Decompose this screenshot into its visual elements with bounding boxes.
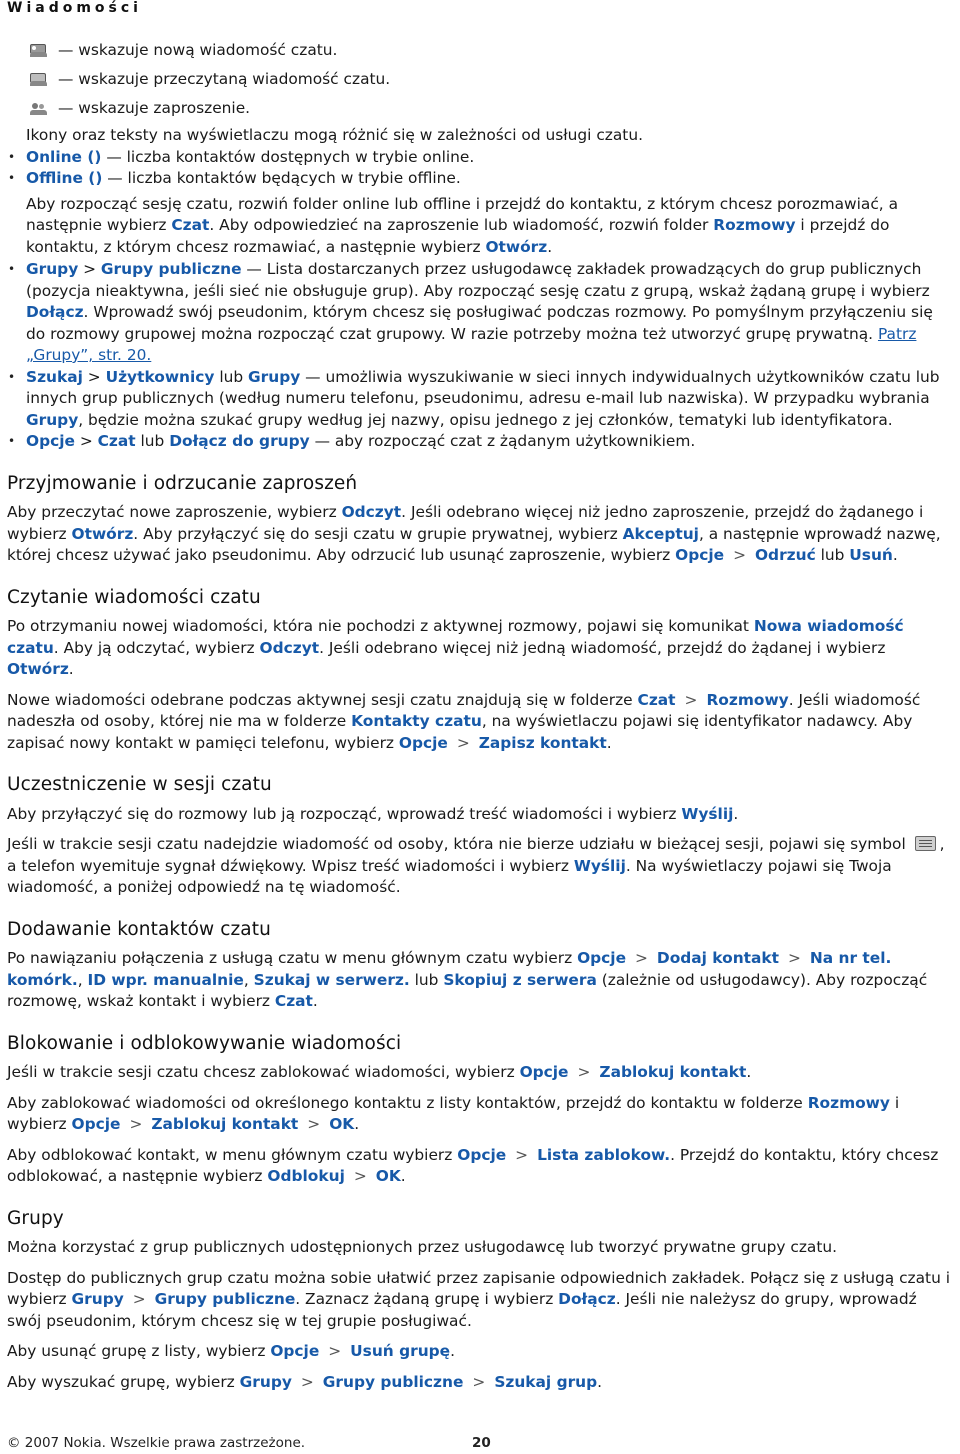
- text: . Zaznacz żądaną grupę i wybierz: [295, 1290, 559, 1308]
- list-item: [7, 168, 955, 190]
- ui-term: ID wpr. manualnie: [87, 970, 244, 989]
- ui-term: OK: [329, 1115, 355, 1133]
- ui-term: Szukaj w serwerz.: [253, 970, 410, 989]
- section-heading: Blokowanie i odblokowywanie wiadomości: [7, 1032, 402, 1054]
- text: . Jeśli wiadomość nadeszła od osoby, której nie ma w folderze: [7, 690, 921, 730]
- text: >: [82, 367, 106, 386]
- ui-term: Czat: [637, 690, 676, 709]
- text: .: [354, 1115, 360, 1133]
- list-item: [7, 147, 955, 169]
- section-heading: Uczestniczenie w sesji czatu: [7, 774, 272, 795]
- text: ,: [243, 970, 254, 989]
- ui-term: Rozmowy: [713, 216, 796, 234]
- text: . Aby ją odczytać, wybierz: [53, 638, 260, 657]
- paragraph: [7, 1341, 955, 1363]
- ui-term: Grupy publiczne: [322, 1372, 464, 1391]
- ui-term: Grupy: [26, 260, 79, 278]
- text: , na wyświetlaczu pojawi się identyfikator nadawcy. Aby zapisać nowy kontakt w pamięci telefonu, wybierz: [7, 712, 913, 752]
- cross-reference-link[interactable]: Patrz „Grupy”, str. 20.: [26, 324, 917, 364]
- ui-term: Usuń grupę: [350, 1342, 451, 1360]
- text: Aby przeczytać nowe zaproszenie, wybierz: [7, 503, 342, 521]
- path-separator: >: [132, 1290, 146, 1308]
- term-offline: Offline (): [26, 169, 103, 187]
- path-separator: >: [328, 1342, 342, 1360]
- ui-term: Dodaj kontakt: [656, 949, 779, 967]
- ui-term: Odblokuj: [267, 1167, 345, 1185]
- ui-term: Opcje: [519, 1063, 569, 1081]
- path-separator: >: [307, 1115, 321, 1133]
- text: Po nawiązaniu połączenia z usługą czatu w menu głównym czatu wybierz: [7, 949, 578, 967]
- text: Aby przyłączyć się do rozmowy lub ją rozpocząć, wprowadź treść wiadomości i wybierz: [7, 804, 682, 823]
- ui-term: Zablokuj kontakt: [599, 1063, 747, 1081]
- text: .: [450, 1342, 456, 1360]
- text: Nowe wiadomości odebrane podczas aktywnej sesji czatu znajdują się w folderze: [7, 690, 638, 709]
- footer-copyright: © 2007 Nokia. Wszelkie prawa zastrzeżone.: [7, 1435, 306, 1451]
- text: Aby odblokować kontakt, w menu głównym czatu wybierz: [7, 1145, 458, 1164]
- text: .: [606, 733, 612, 752]
- text: .: [312, 992, 318, 1010]
- paragraph: [7, 948, 955, 1013]
- path-separator: >: [472, 1372, 486, 1391]
- section-heading: Dodawanie kontaktów czatu: [7, 918, 271, 940]
- text: >: [74, 432, 98, 450]
- text: .: [400, 1167, 406, 1185]
- list-item: [7, 431, 955, 453]
- paragraph: [7, 194, 955, 259]
- text: ,: [77, 970, 88, 989]
- ui-term: Skopiuj z serwera: [443, 970, 597, 989]
- text: . Jeśli odebrano więcej niż jedno zaproszenie, przejdź do żądanego i wybierz: [7, 503, 924, 543]
- item-text: — liczba kontaktów będących w trybie offline.: [102, 169, 461, 187]
- ui-term: Rozmowy: [807, 1093, 890, 1112]
- read-message-icon: [30, 73, 48, 86]
- ui-term: Szukaj grup: [494, 1372, 598, 1391]
- paragraph: [7, 690, 955, 755]
- text: . Aby przyłączyć się do sesji czatu w grupie prywatnej, wybierz: [133, 524, 623, 543]
- path-separator: >: [300, 1372, 314, 1391]
- new-message-symbol-icon: [915, 836, 936, 851]
- paragraph: [7, 616, 955, 681]
- running-header: Wiadomości: [7, 0, 142, 16]
- text: Jeśli w trakcie sesji czatu nadejdzie wiadomość od osoby, która nie bierze udziału w bieżącej sesji, pojawi się symbol: [7, 835, 911, 853]
- text: Dostęp do publicznych grup czatu można sobie ułatwić przez zapisanie odpowiednich zakładek. Połącz się z usługą czatu i wybierz: [7, 1268, 950, 1308]
- ui-term: Dołącz: [558, 1290, 616, 1308]
- path-separator: >: [456, 733, 470, 752]
- path-separator: >: [515, 1145, 529, 1164]
- paragraph: [7, 1145, 955, 1188]
- text: , a następnie wprowadź nazwę, której chcesz używać jako pseudonimu. Aby odrzucić lub usunąć zaproszenie, wybierz: [7, 524, 941, 564]
- ui-term: Grupy: [71, 1290, 124, 1308]
- ui-term: Otwórz: [71, 524, 134, 543]
- text: . Przejdź do kontaktu, który chcesz odblokować, a następnie wybierz: [7, 1145, 939, 1185]
- item-text: — liczba kontaktów dostępnych w trybie online.: [101, 147, 475, 166]
- ui-term: Szukaj: [26, 367, 83, 386]
- ui-term: Wyślij: [681, 804, 734, 823]
- text: Aby zablokować wiadomości od określonego kontaktu z listy kontaktów, przejdź do kontaktu w folderze: [7, 1093, 808, 1112]
- paragraph: Można korzystać z grup publicznych udostępnionych przez usługodawcę lub tworzyć prywatne grupy czatu.: [7, 1238, 838, 1256]
- new-message-icon: [30, 44, 48, 57]
- ui-term: Odczyt: [259, 638, 320, 657]
- ui-term: Rozmowy: [706, 690, 789, 709]
- text: , będzie można szukać grupy według jej nazwy, opisu jednego z jej członków, tematyki lub identyfikatora.: [78, 410, 893, 429]
- list-item: [7, 367, 955, 432]
- intro-text: Ikony oraz teksty na wyświetlaczu mogą różnić się w zależności od usługi czatu.: [26, 126, 643, 144]
- paragraph: [7, 1372, 955, 1394]
- text: lub: [135, 432, 170, 450]
- ui-term: Zapisz kontakt: [478, 733, 607, 752]
- ui-term: Otwórz: [485, 237, 548, 256]
- text: Jeśli w trakcie sesji czatu chcesz zablokować wiadomości, wybierz: [7, 1063, 520, 1081]
- text: .: [733, 804, 739, 823]
- ui-term: Opcje: [675, 546, 725, 564]
- text: .: [746, 1063, 752, 1081]
- text: , a telefon wyemituje sygnał dźwiękowy. Wpisz treść wiadomości i wybierz: [7, 835, 945, 875]
- ui-term: Akceptuj: [622, 524, 699, 543]
- legend-text: — wskazuje przeczytaną wiadomość czatu.: [58, 69, 391, 88]
- text: .: [68, 660, 74, 678]
- path-separator: >: [577, 1063, 591, 1081]
- ui-term: Opcje: [398, 733, 448, 752]
- text: i przejdź do kontaktu, z którym chcesz rozmawiać, a następnie wybierz: [26, 216, 890, 256]
- text: — Lista dostarczanych przez usługodawcę zakładek prowadzących do grup publicznych (pozycja nieaktywna, jeśli sieć nie obsługuje grup). Aby rozpocząć sesję czatu z grupą, wskaż żądaną grupę i wybierz: [26, 260, 930, 300]
- paragraph: [7, 804, 955, 826]
- path-separator: >: [788, 949, 801, 967]
- section-heading: Grupy: [7, 1207, 64, 1229]
- ui-term: Opcje: [26, 432, 75, 450]
- ui-term: Użytkownicy: [105, 367, 215, 386]
- path-separator: >: [353, 1167, 367, 1185]
- text: lub: [815, 546, 850, 564]
- ui-term: Wyślij: [573, 856, 626, 875]
- section-heading: Czytanie wiadomości czatu: [7, 586, 261, 608]
- ui-term: Grupy: [239, 1372, 292, 1391]
- ui-term: Dołącz: [26, 303, 84, 321]
- page-number: 20: [472, 1435, 491, 1451]
- legend-item: [7, 65, 955, 94]
- ui-term: Opcje: [71, 1115, 121, 1133]
- text: Aby wyszukać grupę, wybierz: [7, 1372, 240, 1391]
- ui-term: Usuń: [849, 546, 893, 564]
- text: lub: [409, 970, 444, 989]
- text: . Wprowadź swój pseudonim, którym chcesz się posługiwać podczas rozmowy. Po pomyślnym przyłączeniu się do rozmowy grupowej można rozpocząć czat grupowy. W razie potrzeby można też utworzyć grupę prywatną.: [26, 303, 933, 343]
- path-separator: >: [684, 690, 698, 709]
- text: lub: [214, 367, 249, 386]
- path-separator: >: [129, 1115, 143, 1133]
- legend-item: [7, 36, 955, 65]
- list-item: [7, 259, 955, 367]
- ui-term: Grupy publiczne: [100, 260, 242, 278]
- paragraph: [7, 1093, 955, 1136]
- ui-term: Odczyt: [341, 503, 402, 521]
- text: Po otrzymaniu nowej wiadomości, która nie pochodzi z aktywnej rozmowy, pojawi się komunikat: [7, 617, 754, 635]
- legend-item: [7, 94, 955, 123]
- text: .: [597, 1372, 603, 1391]
- invitation-icon: [30, 102, 48, 115]
- text: . Jeśli nie należysz do grupy, wprowadź swój pseudonim, którym chcesz się w tej grupie posługiwać.: [7, 1290, 917, 1330]
- ui-term: Nowa wiadomość czatu: [7, 617, 904, 657]
- ui-term: Lista zablokow.: [537, 1145, 671, 1164]
- path-separator: >: [733, 546, 746, 564]
- page-body: [7, 36, 955, 1393]
- ui-term: Czat: [274, 992, 313, 1010]
- ui-term: Grupy: [26, 410, 79, 429]
- text: .: [892, 546, 898, 564]
- ui-term: Czat: [171, 216, 210, 234]
- ui-term: OK: [375, 1167, 401, 1185]
- text: — aby rozpocząć czat z żądanym użytkownikiem.: [309, 432, 696, 450]
- paragraph: [7, 834, 955, 899]
- text: . Jeśli odebrano więcej niż jedną wiadomość, przejdź do żądanej i wybierz: [319, 638, 886, 657]
- term-online: Online (): [26, 147, 102, 166]
- ui-term: Grupy publiczne: [154, 1290, 296, 1308]
- ui-term: Zablokuj kontakt: [151, 1115, 299, 1133]
- ui-term: Na nr tel. komórk.: [7, 949, 892, 989]
- ui-term: Dołącz do grupy: [169, 432, 310, 450]
- paragraph: [7, 502, 955, 567]
- text: — umożliwia wyszukiwanie w sieci innych indywidualnych użytkowników czatu lub innych grup publicznych (według numeru telefonu, pseudonimu, adresu e-mail lub nazwiska). W przypadku wybrania: [26, 367, 940, 407]
- text: (zależnie od usługodawcy). Aby rozpocząć rozmowę, wskaż kontakt i wybierz: [7, 970, 928, 1010]
- section-heading: Przyjmowanie i odrzucanie zaproszeń: [7, 472, 358, 494]
- ui-term: Opcje: [270, 1342, 320, 1360]
- path-separator: >: [635, 949, 648, 967]
- ui-term: Odrzuć: [754, 546, 816, 564]
- text: i wybierz: [7, 1093, 900, 1133]
- text: Aby usunąć grupę z listy, wybierz: [7, 1342, 271, 1360]
- text: >: [78, 260, 101, 278]
- text: Aby rozpocząć sesję czatu, rozwiń folder online lub offline i przejdź do kontaktu, z którym chcesz porozmawiać, a następnie wybierz: [26, 194, 899, 234]
- paragraph: [7, 1062, 955, 1084]
- paragraph: [7, 1268, 955, 1333]
- legend-text: — wskazuje zaproszenie.: [58, 98, 251, 117]
- ui-term: Opcje: [577, 949, 627, 967]
- ui-term: Czat: [97, 432, 136, 450]
- legend-text: — wskazuje nową wiadomość czatu.: [58, 40, 338, 59]
- text: . Na wyświetlaczy pojawi się Twoja wiadomość, a poniżej odpowiedź na tę wiadomość.: [7, 856, 892, 896]
- text: . Aby odpowiedzieć na zaproszenie lub wiadomość, rozwiń folder: [209, 216, 714, 234]
- text: .: [547, 237, 553, 256]
- ui-term: Grupy: [248, 367, 301, 386]
- ui-term: Opcje: [457, 1145, 507, 1164]
- ui-term: Kontakty czatu: [351, 712, 482, 730]
- ui-term: Otwórz: [7, 660, 69, 678]
